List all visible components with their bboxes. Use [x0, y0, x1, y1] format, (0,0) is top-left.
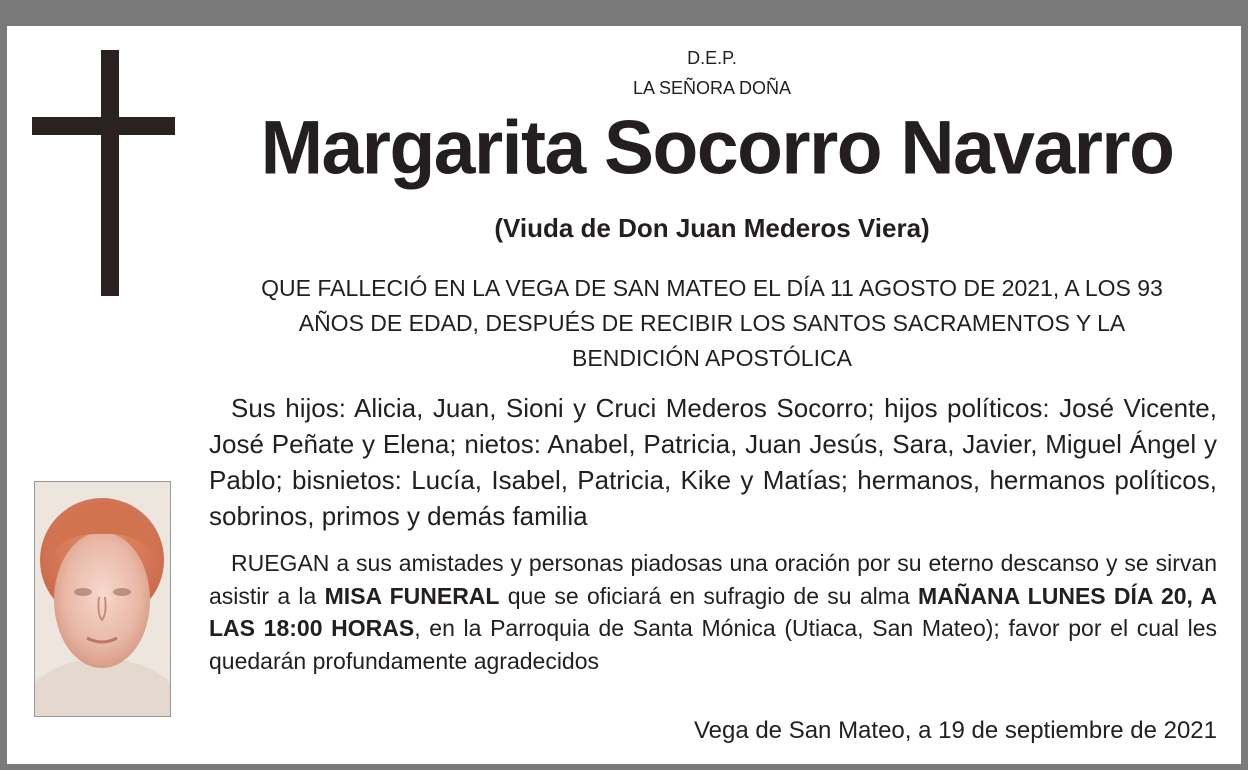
prayer-text: , en la Parroquia de Santa Mónica (Utiaca, San Mateo); favor por el cual les quedarán profundamente agradecidos [209, 615, 1217, 674]
prayer-text: que se oficiará en sufragio de su alma [499, 582, 919, 609]
deceased-name: Margarita Socorro Navarro [260, 104, 1174, 190]
funeral-mass-notice [209, 547, 1217, 677]
announcement-line: AÑOS DE EDAD, DESPUÉS DE RECIBIR LOS SANTOS SACRAMENTOS Y LA [298, 310, 1126, 336]
widow-of: (Viuda de Don Juan Mederos Viera) [494, 213, 930, 243]
announcement-line: QUE FALLECIÓ EN LA VEGA DE SAN MATEO EL DÍA 11 AGOSTO DE 2021, A LOS 93 [261, 275, 1163, 301]
mass-datetime: MAÑANA LUNES DÍA 20, A LAS 18:00 HORAS [209, 582, 1217, 641]
announcement-line: BENDICIÓN APOSTÓLICA [572, 345, 852, 371]
obituary-notice [7, 26, 1241, 764]
prayer-text: RUEGAN a sus amistades y personas piadosas una oración por su eterno descanso y se sirvan asistir a la [209, 550, 1217, 609]
place-and-date: Vega de San Mateo, a 19 de septiembre de 2021 [693, 717, 1217, 744]
honorific: LA SEÑORA DOÑA [632, 78, 792, 98]
portrait-photo [34, 481, 171, 717]
dep-heading: D.E.P. [687, 48, 737, 68]
family-list: Sus hijos: Alicia, Juan, Sioni y Cruci Mederos Socorro; hijos políticos: José Vicente, José Peñate y Elena; nietos: Anabel, Patricia, Juan Jesús, Sara, Javier, Miguel Ángel y Pablo; bisnietos: Lucía, Isabel, Patricia, Kike y Matías; hermanos, hermanos políticos, sobrinos, primos y demás familia [209, 393, 1217, 531]
mass-label: MISA FUNERAL [324, 582, 500, 609]
death-announcement [212, 271, 1212, 376]
